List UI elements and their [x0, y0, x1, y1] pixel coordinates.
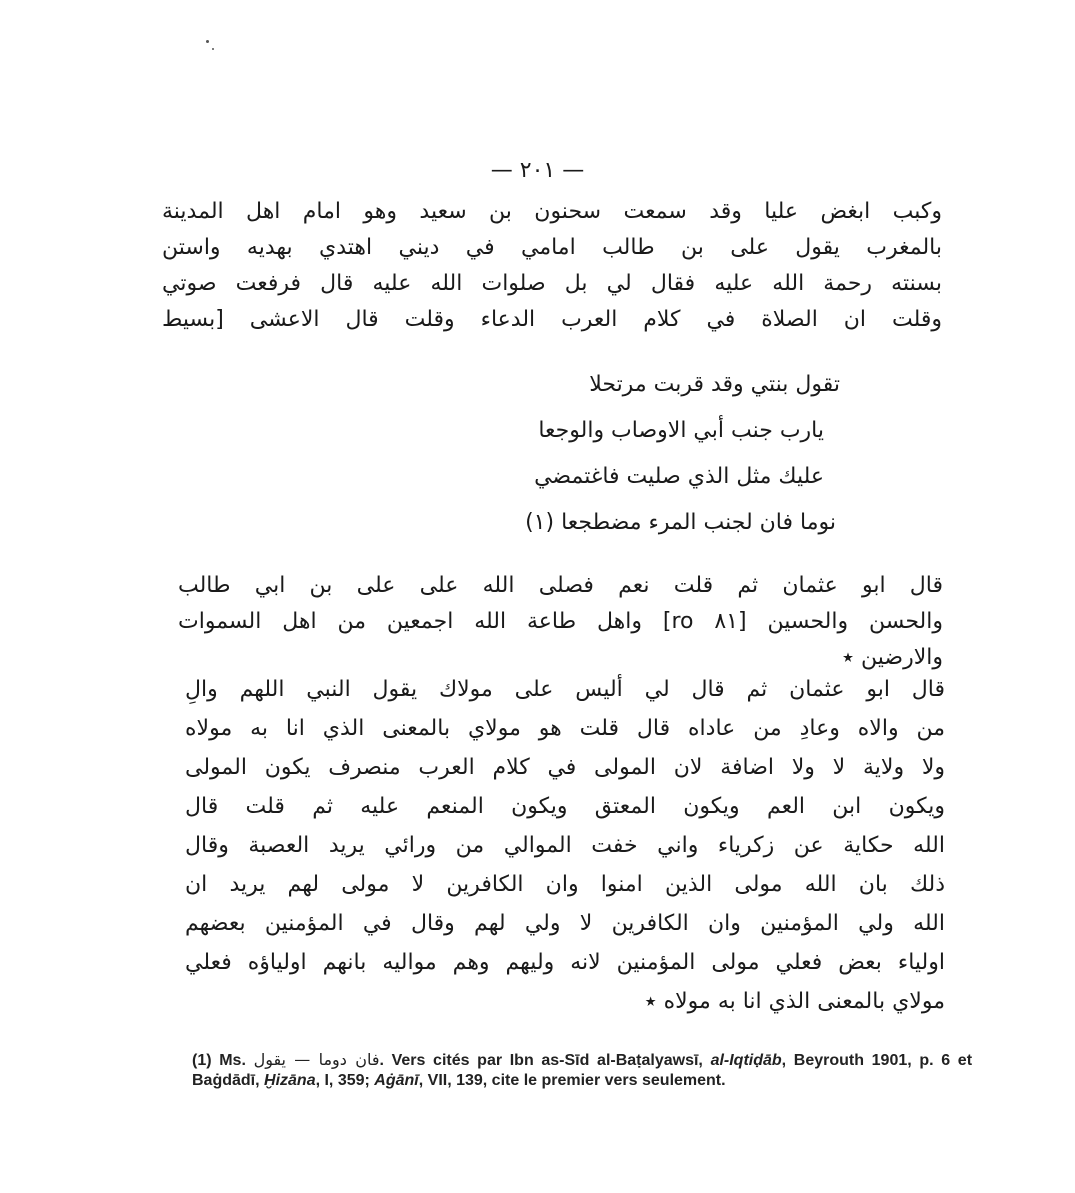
- footnote-marker: (1) Ms.: [192, 1052, 246, 1069]
- text-line: قال ابو عثمان ثم قلت نعم فصلى الله على على بن ابي طالب: [178, 573, 943, 598]
- paragraph-3: [185, 670, 945, 1021]
- paragraph-1: [162, 194, 942, 338]
- verse-line: عليك مثل الذي صليت فاغتمضي: [534, 464, 824, 489]
- text-line: الله ولي المؤمنين وان الكافرين لا ولي لهم وقال في المؤمنين بعضهم: [185, 911, 945, 936]
- text-line: مولاي بالمعنى الذي انا به مولاه ٭: [644, 989, 945, 1014]
- text-line: ولا ولاية لا ولا اضافة لان المولى في كلام العرب منصرف يكون المولى: [185, 755, 945, 780]
- footnote-title: Ḫizāna: [264, 1072, 316, 1089]
- paragraph-2: [178, 568, 943, 676]
- footnote: [192, 1050, 972, 1091]
- text-line: وكبب ابغض عليا وقد سمعت سحنون بن سعيد وهو امام اهل المدينة: [162, 199, 942, 224]
- verse-line: يارب جنب أبي الاوصاب والوجعا: [538, 418, 824, 443]
- footnote-text: , VII, 139, cite le premier vers seulement.: [418, 1072, 726, 1089]
- text-line: الله حكاية عن زكرياء واني خفت الموالي من ورائي يريد العصبة وقال: [185, 833, 945, 858]
- footnote-text: , Beyrouth 1901, p. 6 et Baġdādī,: [192, 1052, 973, 1089]
- text-line: ويكون ابن العم ويكون المعتق ويكون المنعم عليه ثم قلت قال: [185, 794, 945, 819]
- footnote-text: . Vers cités par Ibn as-Sīd al-Baṭalyawsī,: [379, 1052, 703, 1069]
- text-line: ذلك بان الله مولى الذين امنوا وان الكافرين لا مولى لهم يريد ان: [185, 872, 945, 897]
- verse-block: [300, 362, 840, 546]
- page-number: — ٢٠١ —: [490, 158, 585, 183]
- text-line: بالمغرب يقول على بن طالب امامي في ديني اهتدي بهديه واستن: [162, 235, 942, 260]
- text-line: من والاه وعادِ من عاداه قال قلت هو مولاي بالمعنى الذي انا به مولاه: [185, 716, 945, 741]
- text-line: وقلت ان الصلاة في كلام العرب الدعاء وقلت قال الاعشى [بسيط: [162, 307, 942, 332]
- text-line: والارضين ٭: [842, 645, 943, 670]
- footnote-text: , I, 359;: [315, 1072, 370, 1089]
- footnote-arabic-variant: فان دوما — يقول: [253, 1050, 380, 1069]
- text-line: اولياء بعض فعلي مولى المؤمنين لانه وليهم وهم مواليه بانهم اولياؤه فعلي: [185, 950, 945, 975]
- text-line: قال ابو عثمان ثم قال لي أليس على مولاك يقول النبي اللهم والِ: [185, 677, 945, 702]
- scan-speck: [212, 48, 214, 50]
- text-line: بسنته رحمة الله عليه فقال لي بل صلوات الله عليه قال فرفعت صوتي: [162, 271, 942, 296]
- text-line: والحسن والحسين [٨١ ro] واهل طاعة الله اجمعين من اهل السموات: [178, 609, 943, 634]
- footnote-title: Aġānī: [374, 1072, 419, 1089]
- footnote-title: al-Iqtiḍāb: [710, 1052, 782, 1069]
- verse-line: تقول بنتي وقد قربت مرتحلا: [589, 372, 840, 397]
- scan-speck: [206, 40, 209, 43]
- verse-line: نوما فان لجنب المرء مضطجعا (١): [525, 510, 836, 535]
